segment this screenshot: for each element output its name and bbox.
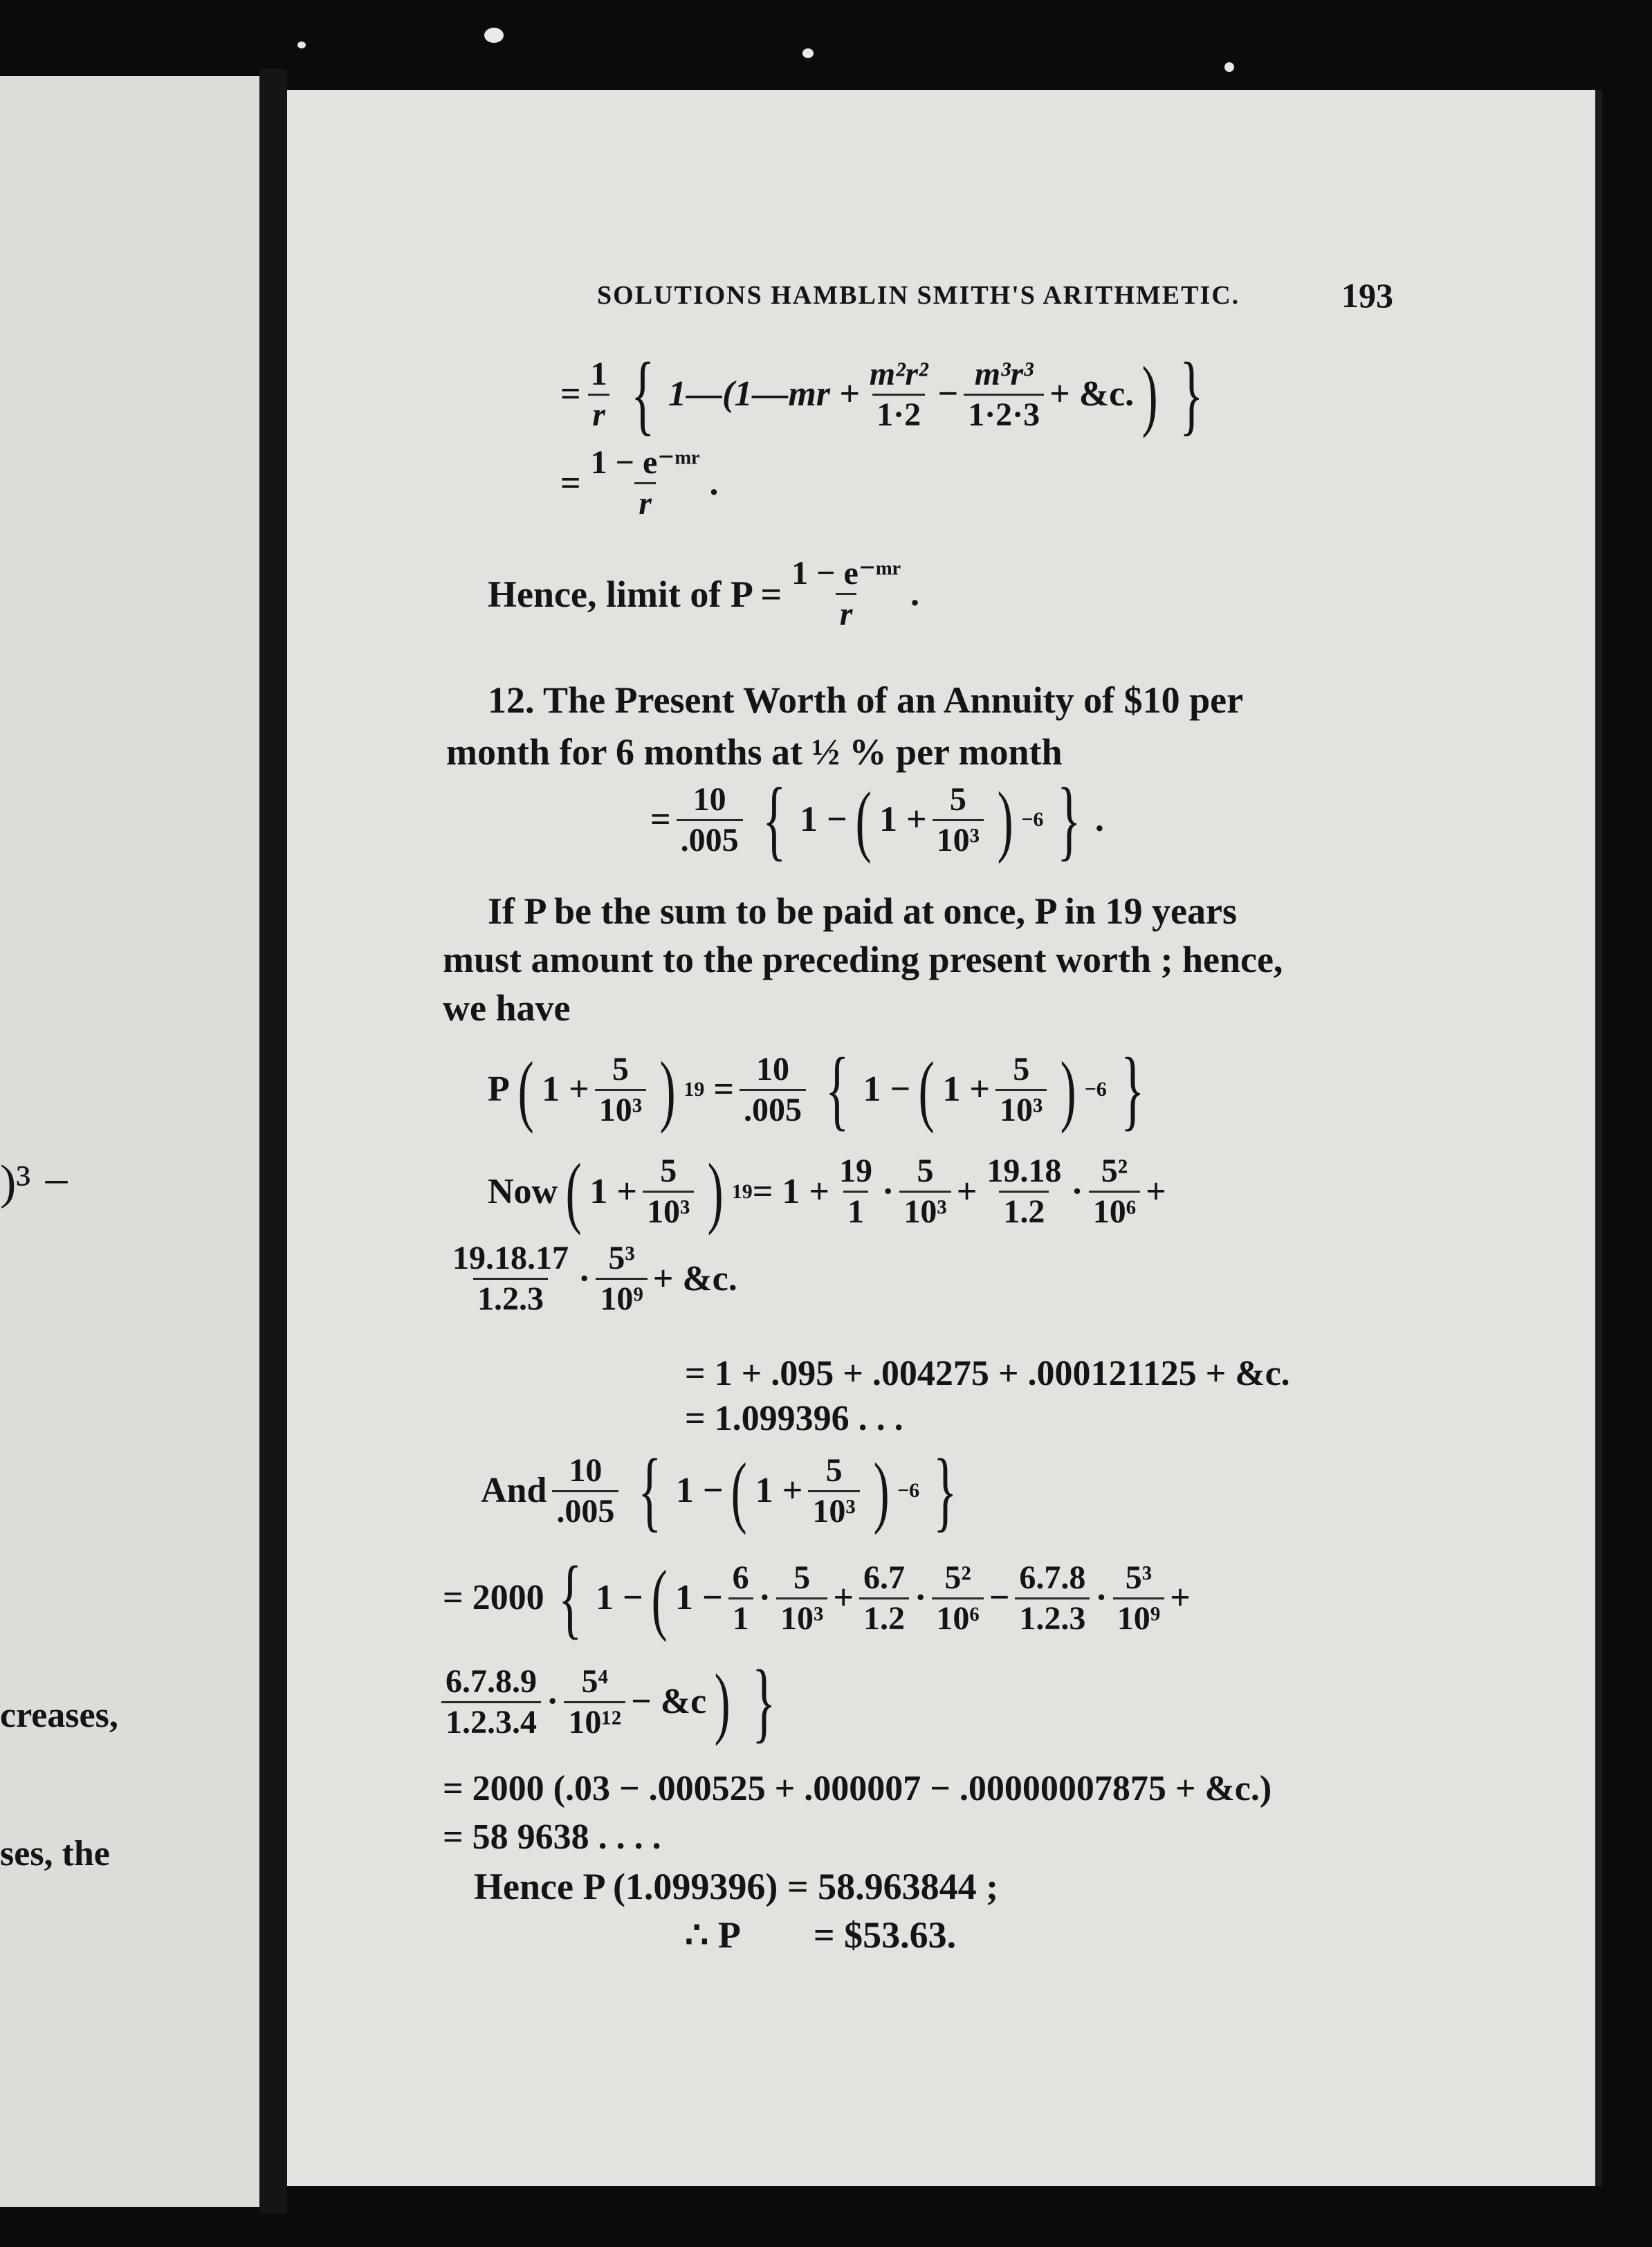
equation-9-line-2: = 58 9638 . . . . [443, 1817, 661, 1857]
book-spine [259, 69, 287, 2214]
paragraph-line-2: must amount to the preceding present worth ; hence, [443, 939, 1283, 980]
equation-4: P ( 1 + $\frac{5}{\text{10³}}$ ) 19 = $\frac{10}{.005}$ { 1 − ( 1 + $\frac{5}{\text{10³}}$ ) −6 } [488, 1040, 1145, 1139]
limit-statement: Hence, limit of P = $\frac{\text{1 − e⁻ᵐʳ}}{r}$ . [488, 555, 919, 632]
equation-5: Now ( 1 + $\frac{5}{\text{10³}}$ ) 19 = 1 + $\frac{19}{1}$ · $\frac{5}{\text{10³}}$ + $\frac{19.18}{1.2}$ · $\frac{\text{5²}}{\text{10⁶}}$ + [488, 1148, 1166, 1236]
equation-6-line-2: = 1.099396 . . . [685, 1399, 903, 1438]
equation-9-line-1: = 2000 (.03 − .000525 + .000007 − .00000007875 + &c.) [443, 1769, 1272, 1808]
equation-2: = $\frac{\text{1 − e⁻ᵐʳ}}{r}$ . [560, 444, 719, 522]
equation-3: = $\frac{10}{.005}$ { 1 − ( 1 + $\frac{5}{\text{10³}}$ ) −6 } . [650, 770, 1104, 870]
running-title: SOLUTIONS HAMBLIN SMITH'S ARITHMETIC. [597, 281, 1240, 310]
problem-12-line-1: 12. The Present Worth of an Annuity of $10 per [488, 679, 1244, 721]
conclusion-line-1: Hence P (1.099396) = 58.963844 ; [474, 1866, 999, 1907]
equation-8: = 2000 { 1 − ( 1 − $\frac{6}{1}$ · $\frac{5}{\text{10³}}$ + $\frac{6.7}{1.2}$ · $\frac{\text{5²}}{\text{10⁶}}$ − $\frac{6.7.8}{1.2.3}$ · $\frac{\text{5³}}{\text{10⁹}}$ + [443, 1548, 1191, 1648]
paragraph-line-1: If P be the sum to be paid at once, P in 19 years [488, 890, 1238, 932]
equation-6-line-1: = 1 + .095 + .004275 + .000121125 + &c. [685, 1354, 1290, 1393]
left-fragment-2: creases, [0, 1696, 118, 1735]
paragraph-line-3: we have [443, 987, 571, 1029]
page-number: 193 [1341, 276, 1393, 315]
problem-12-line-2: month for 6 months at ½ % per month [446, 731, 1063, 773]
book-page [287, 90, 1598, 2186]
left-fragment-1: )³ − [0, 1156, 71, 1209]
equation-1: = $\frac{1}{r}$ { 1—(1—mr + $\frac{\text{m²r²}}{1\cdot 2}$ − $\frac{\text{m³r³}}{1\cdot 2\cdot 3}$ + &c. ) } [560, 345, 1204, 444]
left-page-edge [0, 76, 259, 2207]
conclusion-line-2: ∴ P = $53.63. [685, 1914, 957, 1956]
left-fragment-3: ses, the [0, 1834, 110, 1873]
equation-7: And $\frac{10}{.005}$ { 1 − ( 1 + $\frac{5}{\text{10³}}$ ) −6 } [481, 1441, 957, 1541]
equation-8-continued: $\frac{6.7.8.9}{1.2.3.4}$ · $\frac{\text{5⁴}}{\text{10¹²}}$ − &c ) } [436, 1657, 790, 1747]
equation-5-continued: $\frac{19.18.17}{1.2.3}$ · $\frac{\text{5³}}{\text{10⁹}}$ + &c. [452, 1240, 737, 1317]
